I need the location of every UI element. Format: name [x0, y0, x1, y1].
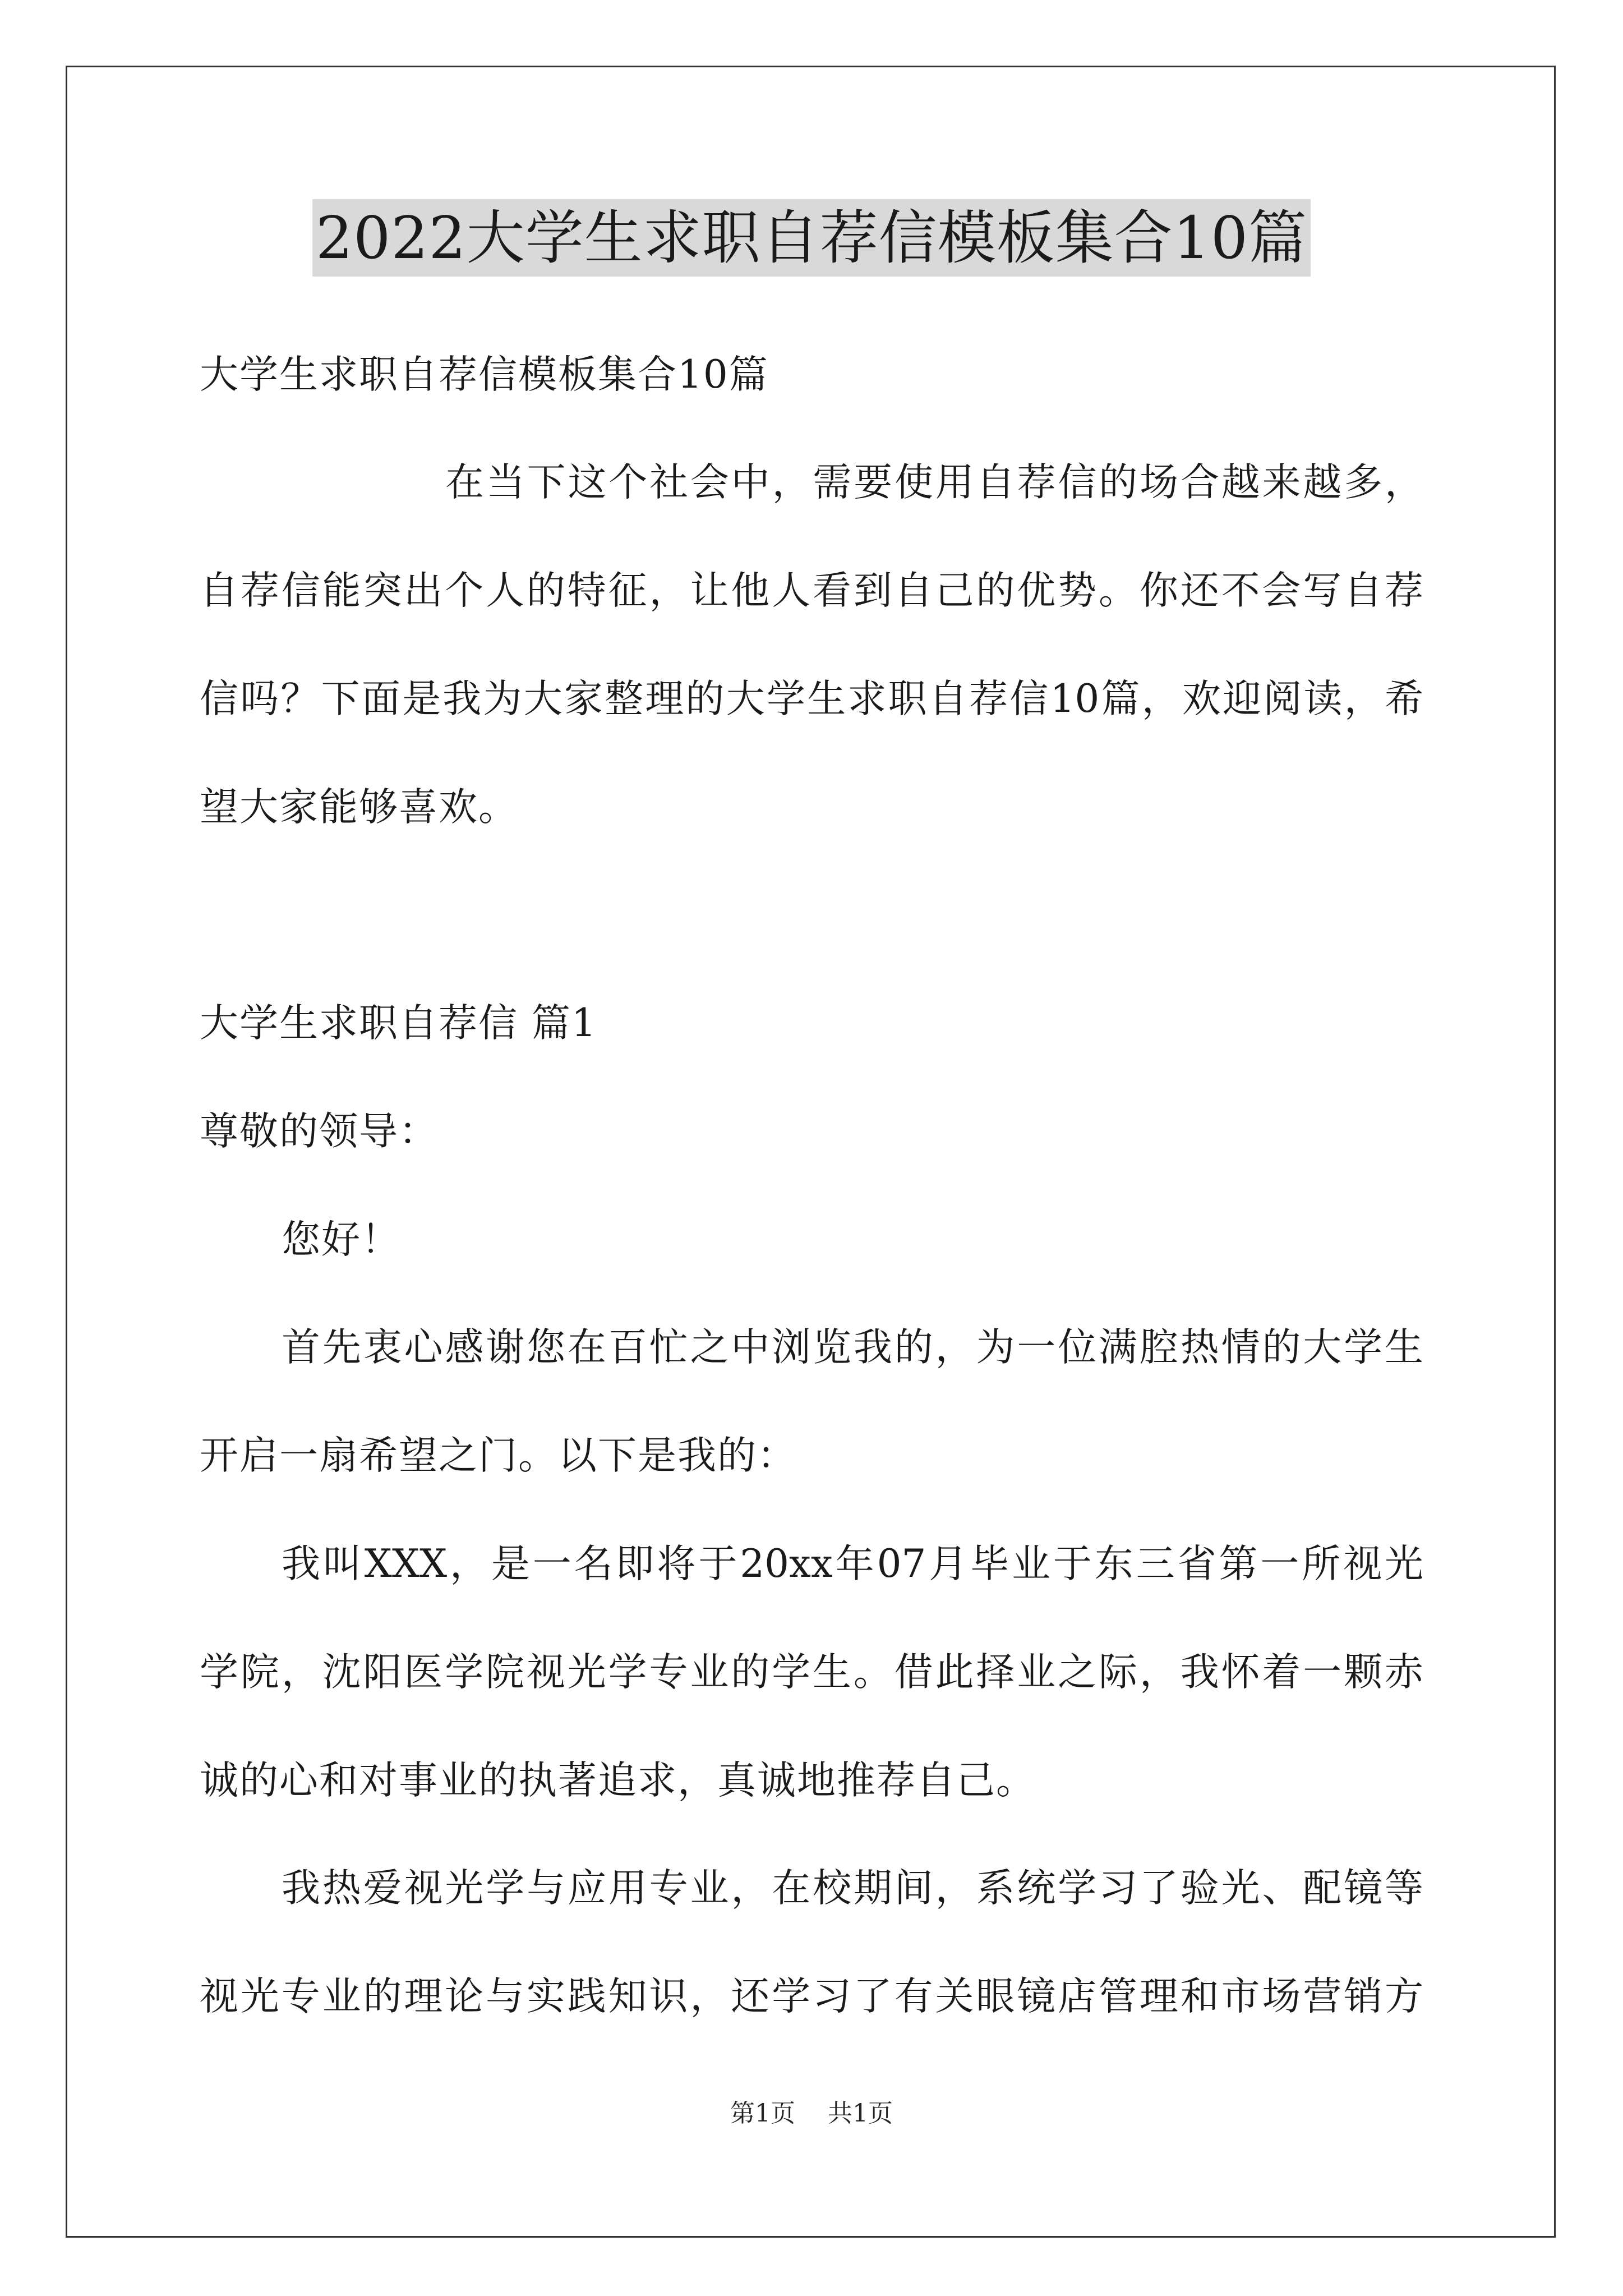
intro-line-1: 在当下这个社会中，需要使用自荐信的场合越来越多， [445, 460, 1423, 505]
paragraph2-line-3: 诚的心和对事业的执著追求，真诚地推荐自己。 [200, 1758, 1036, 1803]
paragraph1-line-2: 开启一扇希望之门。以下是我的： [200, 1433, 797, 1478]
paragraph3-line-1: 我热爱视光学与应用专业，在校期间，系统学习了验光、配镜等 [282, 1866, 1423, 1911]
paragraph2-line-2: 学院，沈阳医学院视光学专业的学生。借此择业之际，我怀着一颗赤 [200, 1650, 1423, 1695]
intro-line-4: 望大家能够喜欢。 [200, 785, 518, 830]
section-heading: 大学生求职自荐信 篇1 [200, 1001, 597, 1046]
document-title: 2022大学生求职自荐信模板集合10篇 [312, 199, 1311, 277]
paragraph3-line-2: 视光专业的理论与实践知识，还学习了有关眼镜店管理和市场营销方 [200, 1974, 1423, 2019]
paragraph1-line-1: 首先衷心感谢您在百忙之中浏览我的，为一位满腔热情的大学生 [282, 1325, 1423, 1370]
intro-line-2: 自荐信能突出个人的特征，让他人看到自己的优势。你还不会写自荐 [200, 568, 1423, 613]
title-container [0, 199, 1623, 277]
intro-line-3: 信吗？下面是我为大家整理的大学生求职自荐信10篇，欢迎阅读，希 [200, 677, 1423, 721]
page-number: 第1页 [730, 2099, 795, 2128]
paragraph2-line-1: 我叫XXX，是一名即将于20xx年07月毕业于东三省第一所视光 [282, 1542, 1423, 1586]
page-total: 共1页 [828, 2099, 893, 2128]
page-footer [0, 2097, 1623, 2131]
greeting: 您好！ [282, 1217, 401, 1262]
document-subtitle: 大学生求职自荐信模板集合10篇 [200, 352, 769, 397]
salutation: 尊敬的领导： [200, 1109, 439, 1154]
